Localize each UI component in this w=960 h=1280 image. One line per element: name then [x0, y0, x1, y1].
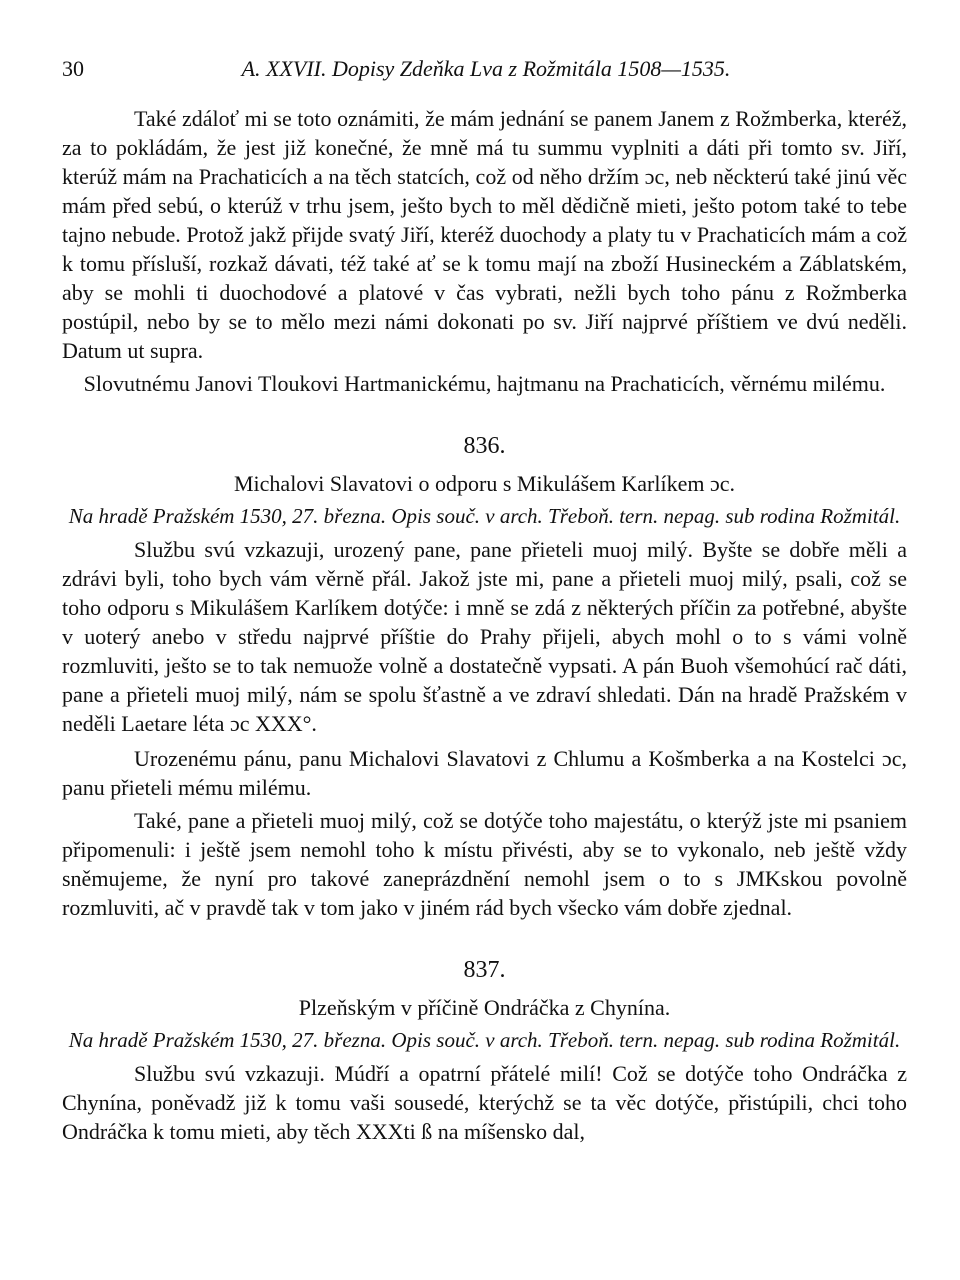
letter-836-postscript: Také, pane a přieteli muoj milý, což se dotýče toho majestátu, o kterýž jste mi psaniem připomenuli: i ještě jsem nemohl toho k místu přivésti, aby se to vykonalo, neb ještě vždy sněmujeme, že nyní pro takové zaneprázdnění nemohl jsem o to s JMKskou povolně rozmluviti, ač v pravdě tak v tom jako v jiném rád bych všecko vám dobře zjednal. — [62, 808, 907, 920]
letter-836-source: Na hradě Pražském 1530, 27. března. Opis souč. v arch. Třeboň. tern. nepag. sub rodina Rožmitál. — [68, 504, 901, 528]
letter-836-number: 836. — [463, 433, 506, 459]
running-header — [62, 56, 910, 86]
letter-836-address: Urozenému pánu, panu Michalovi Slavatovi z Chlumu a Košmberka a na Kostelci ɔc, panu přieteli mému milému. — [62, 746, 907, 800]
letter-835-address: Slovutnému Janovi Tloukovi Hartmanickému, hajtmanu na Prachaticích, věrnému milému. — [83, 371, 886, 396]
letter-835-continuation: Také zdáloť mi se toto oznámiti, že mám jednání se panem Janem z Rožmberka, kteréž, za to pokládám, že jest již konečné, že mně má tu summu vyplniti a dáti při tomto sv. Jiří, kterúž mám na Prachaticích a na těch statcích, což od něho držím ɔc, neb něckterú také jinú věc mám před sebú, o kterúž v trhu jsem, ješto bych to měl dědičně mieti, ješto potom také to tebe tajno nebude. Protož jakž přijde svatý Jiří, kteréž duochody a platy tu v Prachaticích mám a což k tomu přísluší, rozkaž dávati, též také ať se k tomu mají na zboží Husineckém a Záblatském, aby se mohli ti duochodové a platové v čas vybrati, nežli bych toho pánu z Rožmberka postúpil, nebo by se to mělo mezi námi dokonati po sv. Jiří najprvé příštiem ve dvú neděli. Datum ut supra. — [62, 106, 907, 363]
letter-837-source: Na hradě Pražském 1530, 27. března. Opis souč. v arch. Třeboň. tern. nepag. sub rodina Rožmitál. — [68, 1028, 901, 1052]
page-body — [62, 104, 907, 1146]
letter-836-body: Službu svú vzkazuji, urozený pane, pane přieteli muoj milý. Byšte se dobře měli a zdrávi byli, toho bych vám věrně přál. Jakož jste mi, pane a přieteli muoj milý, psali, což se toho odporu s Mikulášem Karlíkem dotýče: i mně se zdá z některých příčin za potřebné, abyšte v uoterý anebo v středu najprvé příštie do Prahy přijeli, abych mohl o to s vámi volně rozmluviti, ješto se to tak nemuože volně a dostatečně vypsati. A pán Buoh všemohúcí rač dáti, pane a přieteli muoj milý, nám se spolu šťastně a ve zdraví shledati. Dán na hradě Pražském v neděli Laetare léta ɔc XXX°. — [62, 537, 907, 736]
letter-837-title: Plzeňským v příčině Ondráčka z Chynína. — [298, 995, 671, 1020]
page-number: 30 — [62, 56, 84, 81]
letter-837-number: 837. — [463, 957, 506, 983]
letter-837-body: Službu svú vzkazuji. Múdří a opatrní přátelé milí! Což se dotýče toho Ondráčka z Chynína, poněvadž již k tomu vaši sousedé, kterýchž se ta věc dotýče, přistúpili, chci toho Ondráčka k tomu mieti, aby těch XXXti ß na míšensko dal, — [62, 1061, 907, 1144]
letter-836-title: Michalovi Slavatovi o odporu s Mikulášem Karlíkem ɔc. — [233, 471, 735, 496]
running-title: A. XXVII. Dopisy Zdeňka Lva z Rožmitála 1508—1535. — [241, 56, 731, 81]
